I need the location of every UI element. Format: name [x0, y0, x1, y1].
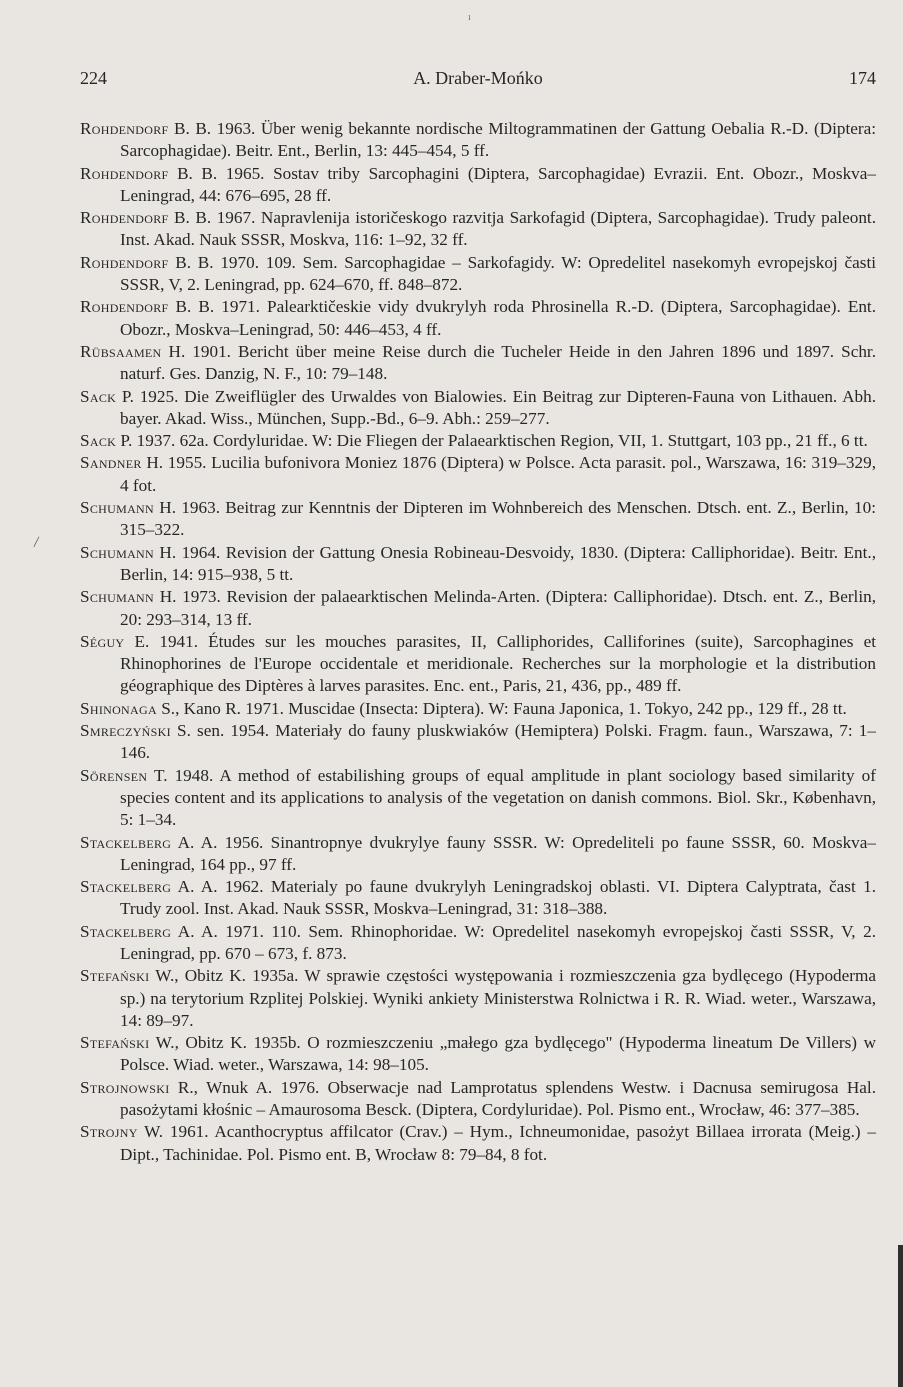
reference-author: Stackelberg — [80, 832, 172, 852]
reference-text: W. 1961. Acanthocryptus affilcator (Crav.) – Hym., Ichneumonidae, pasożyt Billaea irrorata (Meig.) – Dipt., Tachinidae. Pol. Pismo ent. B, Wrocław 8: 79–84, 8 fot. — [120, 1122, 876, 1164]
reference-text: R., Wnuk A. 1976. Obserwacje nad Lamprotatus splendens Westw. i Dacnusa semirugosa Hal. pasożytami kłośnic – Amaurosoma Besck. (Diptera, Cordyluridae). Pol. Pismo ent., Wrocław, 46: 377–385. — [120, 1077, 876, 1120]
reference-author: Schumann — [80, 542, 154, 562]
reference-author: Rohdendorf — [80, 297, 169, 317]
reference-entry — [80, 765, 876, 832]
reference-entry — [80, 296, 876, 341]
reference-text: B. B. 1967. Napravlenija istoričeskogo razvitja Sarkofagid (Diptera, Sarcophagidae). Trudy paleont. Inst. Akad. Nauk SSSR, Moskva, 116: 1–92, 32 ff. — [120, 208, 876, 250]
reference-entry — [80, 586, 876, 631]
reference-author: Stackelberg — [80, 877, 172, 897]
reference-entry — [80, 1121, 876, 1166]
reference-author: Séguy — [80, 631, 125, 651]
reference-author: Sandner — [80, 453, 142, 473]
reference-author: Strojnowski — [80, 1077, 170, 1097]
reference-entry — [80, 832, 876, 877]
margin-mark: / — [32, 533, 40, 552]
reference-text: H. 1964. Revision der Gattung Onesia Robineau-Desvoidy, 1830. (Diptera: Calliphoridae). Beitr. Ent., Berlin, 14: 915–938, 5 tt. — [120, 542, 876, 584]
reference-text: T. 1948. A method of estabilishing groups of equal amplitude in plant sociology based similarity of species content and its applications to analysis of the vegetation on danish commons. Biol. Skr., København, 5: 1–34. — [120, 765, 876, 830]
scan-edge-shadow — [898, 1245, 903, 1387]
reference-text: E. 1941. Études sur les mouches parasites, II, Calliphorides, Calliforines (suite), Sarcophagines et Rhinophorines de l'Europe occidentale et meridionale. Recherches sur la morphologie et la distribution géographique des Diptères à larves parasites. Enc. ent., Paris, 21, 436, pp., 489 ff. — [120, 631, 876, 696]
reference-author: Rübsaamen — [80, 341, 162, 361]
reference-text: H. 1963. Beitrag zur Kenntnis der Dipteren im Wohnbereich des Menschen. Dtsch. ent. Z., Berlin, 10: 315–322. — [120, 498, 876, 540]
reference-list — [80, 118, 876, 1166]
reference-author: Strojny — [80, 1122, 138, 1142]
reference-entry — [80, 720, 876, 765]
reference-author: Sörensen — [80, 765, 148, 785]
reference-text: B. B. 1970. 109. Sem. Sarcophagidae – Sarkofagidy. W: Opredelitel nasekomyh evropejskoj časti SSSR, V, 2. Leningrad, pp. 624–670, ff. 848–872. — [120, 252, 876, 295]
reference-entry — [80, 698, 876, 720]
reference-entry — [80, 1077, 876, 1122]
reference-author: Shinonaga — [80, 698, 157, 718]
reference-entry — [80, 341, 876, 386]
page-number-right: 174 — [849, 68, 876, 88]
reference-text: H. 1955. Lucilia bufonivora Moniez 1876 (Diptera) w Polsce. Acta parasit. pol., Warszawa, 16: 319–329, 4 fot. — [120, 453, 876, 495]
reference-entry — [80, 118, 876, 163]
reference-text: H. 1901. Bericht über meine Reise durch die Tucheler Heide in den Jahren 1896 und 1897. Schr. naturf. Ges. Danzig, N. F., 10: 79–148. — [120, 341, 876, 384]
page-number-left: 224 — [80, 68, 107, 88]
reference-entry — [80, 965, 876, 1032]
reference-entry — [80, 1032, 876, 1077]
reference-entry — [80, 497, 876, 542]
reference-author: Stackelberg — [80, 921, 172, 941]
reference-entry — [80, 163, 876, 208]
reference-author: Smreczyński — [80, 721, 171, 741]
reference-author: Schumann — [80, 498, 154, 518]
reference-author: Schumann — [80, 587, 154, 607]
reference-entry — [80, 207, 876, 252]
reference-entry — [80, 452, 876, 497]
reference-entry — [80, 252, 876, 297]
reference-text: W., Obitz K. 1935b. O rozmieszczeniu „małego gza bydlęcego" (Hypoderma lineatum De Villers) w Polsce. Wiad. weter., Warszawa, 14: 98–105. — [120, 1033, 876, 1075]
reference-author: Rohdendorf — [80, 208, 169, 228]
reference-author: Sack — [80, 386, 117, 406]
reference-text: P. 1937. 62a. Cordyluridae. W: Die Fliegen der Palaearktischen Region, VII, 1. Stuttgart, 103 pp., 21 ff., 6 tt. — [116, 431, 868, 451]
reference-text: B. B. 1965. Sostav triby Sarcophagini (Diptera, Sarcophagidae) Evrazii. Ent. Obozr., Moskva–Leningrad, 44: 676–695, 28 ff. — [120, 163, 876, 205]
page-header — [80, 68, 876, 96]
reference-author: Sack — [80, 431, 117, 451]
reference-entry — [80, 430, 876, 452]
reference-text: A. A. 1956. Sinantropnye dvukrylye fauny SSSR. W: Opredeliteli po faune SSSR, 60. Moskva–Leningrad, 164 pp., 97 ff. — [120, 832, 876, 874]
reference-entry — [80, 631, 876, 698]
reference-text: B. B. 1971. Palearktičeskie vidy dvukrylyh roda Phrosinella R.-D. (Diptera, Sarcophagidae). Ent. Obozr., Moskva–Leningrad, 50: 446–453, 4 ff. — [120, 297, 876, 339]
reference-entry — [80, 921, 876, 966]
top-mark: ı — [468, 12, 471, 23]
reference-text: A. A. 1971. 110. Sem. Rhinophoridae. W: Opredelitel nasekomyh evropejskoj časti SSSR, V, 2. Leningrad, pp. 670 – 673, f. 873. — [120, 921, 876, 963]
reference-text: H. 1973. Revision der palaearktischen Melinda-Arten. (Diptera: Calliphoridae). Dtsch. ent. Z., Berlin, 20: 293–314, 13 ff. — [120, 587, 876, 629]
reference-text: S. sen. 1954. Materiały do fauny pluskwiaków (Hemiptera) Polski. Fragm. faun., Warszawa, 7: 1–146. — [120, 721, 876, 763]
reference-text: B. B. 1963. Über wenig bekannte nordische Miltogrammatinen der Gattung Oebalia R.-D. (Diptera: Sarcophagidae). Beitr. Ent., Berlin, 13: 445–454, 5 ff. — [120, 119, 876, 161]
reference-text: S., Kano R. 1971. Muscidae (Insecta: Diptera). W: Fauna Japonica, 1. Tokyo, 242 pp., 129 ff., 28 tt. — [156, 698, 847, 718]
reference-author: Rohdendorf — [80, 252, 169, 272]
reference-entry — [80, 542, 876, 587]
reference-text: W., Obitz K. 1935a. W sprawie częstości występowania i rozmieszczenia gza bydlęcego (Hypoderma sp.) na terytorium Rzplitej Polskiej. Wyniki ankiety Ministerstwa Rolnictwa i R. R. Wiad. weter., Warszawa, 14: 89–97. — [120, 966, 876, 1030]
reference-entry — [80, 386, 876, 431]
reference-author: Stefański — [80, 966, 150, 986]
reference-entry — [80, 876, 876, 921]
running-title: A. Draber-Mońko — [413, 68, 543, 88]
reference-author: Rohdendorf — [80, 163, 169, 183]
reference-text: A. A. 1962. Materialy po faune dvukrylyh Leningradskoj oblasti. VI. Diptera Calyptrata, čast 1. Trudy zool. Inst. Akad. Nauk SSSR, Moskva–Leningrad, 31: 318–388. — [120, 877, 876, 919]
reference-text: P. 1925. Die Zweiflügler des Urwaldes von Bialowies. Ein Beitrag zur Dipteren-Fauna von Lithauen. Abh. bayer. Akad. Wiss., München, Supp.-Bd., 6–9. Abh.: 259–277. — [116, 386, 876, 428]
reference-author: Rohdendorf — [80, 119, 169, 138]
reference-author: Stefański — [80, 1033, 150, 1053]
